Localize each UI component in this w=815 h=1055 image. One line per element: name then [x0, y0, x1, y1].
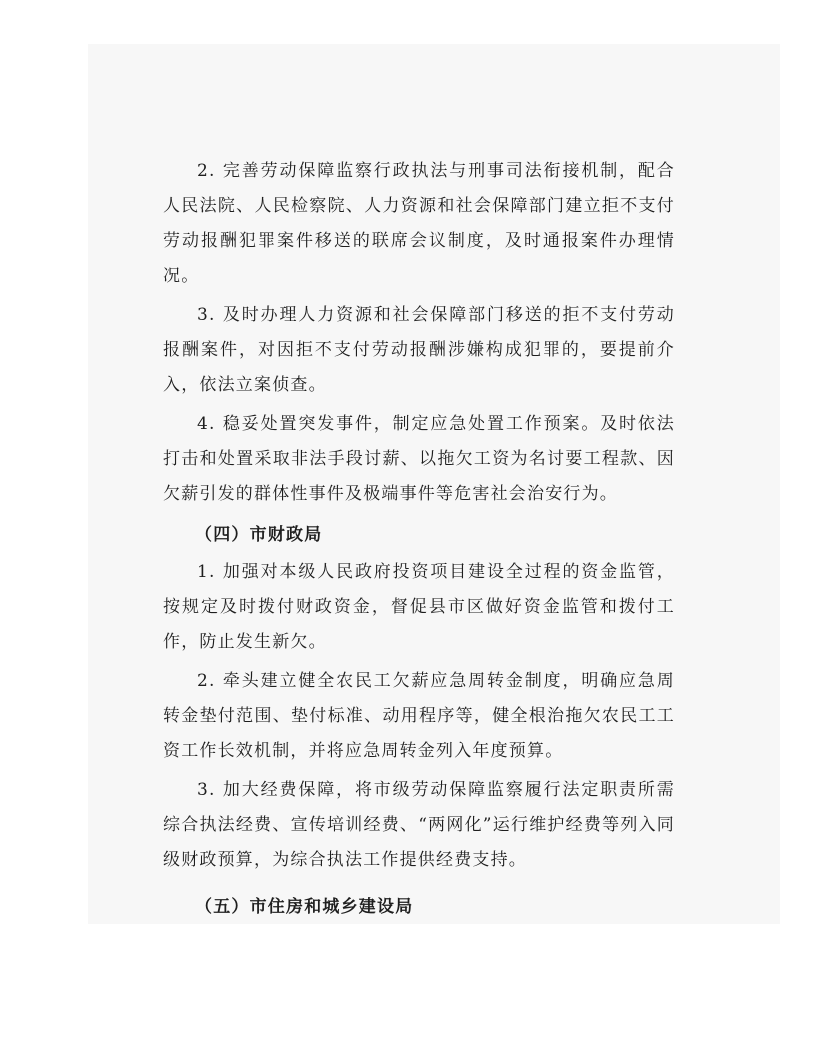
paragraph-police-3: 3. 及时办理人力资源和社会保障部门移送的拒不支付劳动报酬案件，对因拒不支付劳动报酬涉嫌构成犯罪的，要提前介入，依法立案侦查。: [163, 305, 675, 395]
paragraph-police-2: 2. 完善劳动保障监察行政执法与刑事司法衔接机制，配合人民法院、人民检察院、人力资源和社会保障部门建立拒不支付劳动报酬犯罪案件移送的联席会议制度，及时通报案件办理情况。: [163, 161, 675, 286]
paragraph-police-4: 4. 稳妥处置突发事件，制定应急处置工作预案。及时依法打击和处置采取非法手段讨薪、以拖欠工资为名讨要工程款、因欠薪引发的群体性事件及极端事件等危害社会治安行为。: [163, 414, 675, 504]
paragraph-finance-3: 3. 加大经费保障，将市级劳动保障监察履行法定职责所需综合执法经费、宣传培训经费、“两网化”运行维护经费等列入同级财政预算，为综合执法工作提供经费支持。: [163, 780, 675, 870]
paragraph-finance-1: 1. 加强对本级人民政府投资项目建设全过程的资金监管，按规定及时拨付财政资金，督促县市区做好资金监管和拨付工作，防止发生新欠。: [163, 562, 675, 652]
section-heading-finance: （四）市财政局: [195, 525, 323, 545]
section-heading-housing: （五）市住房和城乡建设局: [195, 897, 414, 917]
paragraph-finance-2: 2. 牵头建立健全农民工欠薪应急周转金制度，明确应急周转金垫付范围、垫付标准、动用程序等，健全根治拖欠农民工工资工作长效机制，并将应急周转金列入年度预算。: [163, 671, 675, 761]
document-body: [163, 154, 675, 927]
